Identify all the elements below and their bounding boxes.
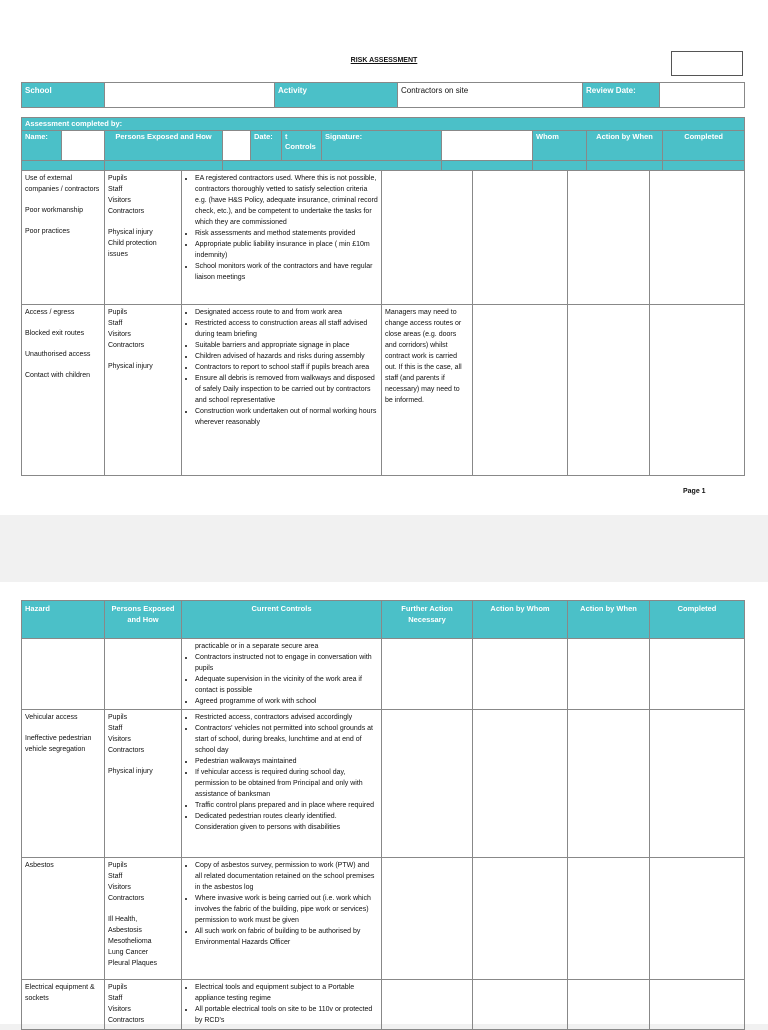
action-by-whom-cell[interactable]	[473, 305, 568, 476]
assessment-header-table	[21, 117, 745, 171]
control-item: • Children advised of hazards and risks during assembly	[195, 351, 378, 362]
column-header-further-action: Further Action Necessary	[382, 601, 473, 639]
controls-cell	[182, 305, 382, 476]
action-by-when-cell[interactable]	[568, 710, 650, 858]
person-item: Contractors	[108, 895, 145, 902]
control-item: • Risk assessments and method statements provided	[195, 228, 378, 239]
persons-cell	[105, 858, 182, 980]
hazard-text: Electrical equipment & sockets	[25, 984, 95, 1002]
persons-cell	[105, 305, 182, 476]
control-item: • Ensure all debris is removed from walkways and disposed of safely Daily inspection to be carried out by contractors and school representative	[195, 373, 378, 406]
person-item: Visitors	[108, 1006, 131, 1013]
hazard-cell	[22, 639, 105, 710]
page-number: Page 1	[683, 488, 706, 495]
further-action-cell[interactable]	[382, 858, 473, 980]
completed-cell[interactable]	[650, 171, 745, 305]
hazard-text: Asbestos	[25, 862, 54, 869]
harm-item: Asbestosis	[108, 927, 142, 934]
header-filler	[442, 161, 533, 171]
control-item: • Appropriate public liability insurance in place ( min £10m indemnity)	[195, 239, 378, 261]
signature-label: Signature:	[322, 131, 442, 161]
harm-item: Physical injury	[108, 229, 153, 236]
reference-box[interactable]	[671, 51, 743, 76]
controls-header-fragment: t Controls	[282, 131, 322, 161]
info-table	[21, 82, 745, 108]
control-item: • Adequate supervision in the vicinity of the work area if contact is possible	[195, 674, 378, 696]
school-label: School	[22, 83, 105, 108]
review-date-label: Review Date:	[583, 83, 660, 108]
table-row	[22, 858, 745, 980]
column-header-action-by-whom: Action by Whom	[473, 601, 568, 639]
hazard-text: Poor workmanship	[25, 207, 83, 214]
table-row	[22, 710, 745, 858]
completed-cell[interactable]	[650, 980, 745, 1030]
harm-item: Ill Health,	[108, 916, 138, 923]
action-by-whom-cell[interactable]	[473, 639, 568, 710]
header-filler	[587, 161, 663, 171]
completed-cell[interactable]	[650, 710, 745, 858]
action-by-whom-cell[interactable]	[473, 171, 568, 305]
hazard-table-page2	[21, 600, 745, 1030]
person-item: Staff	[108, 995, 123, 1002]
completed-cell[interactable]	[650, 858, 745, 980]
header-filler	[22, 161, 105, 171]
control-item: • Contractors instructed not to engage in conversation with pupils	[195, 652, 378, 674]
control-item: • Designated access route to and from work area	[195, 307, 378, 318]
hazard-text: Unauthorised access	[25, 351, 91, 358]
control-item: • EA registered contractors used. Where this is not possible, contractors thoroughly vetted to satisfy selection criteria e.g. (have H&S Policy, adequate insurance, criminal record check, etc.), and be competent to undertake the tasks for which they are commissioned	[195, 173, 378, 228]
control-item: • Dedicated pedestrian routes clearly identified. Consideration given to persons with disabilities	[195, 811, 378, 833]
harm-item: Lung Cancer	[108, 949, 149, 956]
persons-cell	[105, 171, 182, 305]
header-filler	[223, 161, 442, 171]
person-item: Pupils	[108, 862, 128, 869]
hazard-text: Use of external companies / contractors	[25, 175, 100, 193]
completed-header: Completed	[663, 131, 745, 161]
harm-item: Mesothelioma	[108, 938, 152, 945]
control-item: • Contractors to report to school staff if pupils breach area	[195, 362, 378, 373]
control-continuation: practicable or in a separate secure area	[195, 643, 319, 650]
person-item: Pupils	[108, 714, 128, 721]
completed-cell[interactable]	[650, 305, 745, 476]
further-action-cell[interactable]: Managers may need to change access routes or close areas (e.g. doors and corridors) whilst contract work is carried out. If this is the case, all staff (and parents if necessary) may need to be informed.	[382, 305, 473, 476]
hazard-text: Access / egress	[25, 309, 75, 316]
activity-label: Activity	[275, 83, 398, 108]
action-by-when-cell[interactable]	[568, 639, 650, 710]
person-item: Staff	[108, 320, 123, 327]
control-item: • Contractors' vehicles not permitted into school grounds at start of school, during breaks, lunchtime and at end of school day	[195, 723, 378, 756]
hazard-cell	[22, 171, 105, 305]
table-header-row	[22, 601, 745, 639]
harm-item: Physical injury	[108, 768, 153, 775]
control-item: • If vehicular access is required during school day, permission to be obtained from Principal and only with assistance of banksman	[195, 767, 378, 800]
completed-cell[interactable]	[650, 639, 745, 710]
school-field[interactable]	[105, 83, 275, 108]
further-action-cell[interactable]	[382, 980, 473, 1030]
control-item: • Electrical tools and equipment subject to a Portable appliance testing regime	[195, 982, 378, 1004]
person-item: Staff	[108, 873, 123, 880]
control-item: • Restricted access to construction areas all staff advised during team briefing	[195, 318, 378, 340]
further-action-cell[interactable]	[382, 171, 473, 305]
column-header-hazard: Hazard	[22, 601, 105, 639]
table-row	[22, 980, 745, 1030]
persons-cell	[105, 980, 182, 1030]
control-item: • School monitors work of the contractors and have regular liaison meetings	[195, 261, 378, 283]
hazard-cell	[22, 858, 105, 980]
persons-cell	[105, 639, 182, 710]
controls-cell	[182, 858, 382, 980]
header-filler	[105, 161, 223, 171]
control-item: • Pedestrian walkways maintained	[195, 756, 378, 767]
harm-item: Physical injury	[108, 363, 153, 370]
action-by-when-cell[interactable]	[568, 171, 650, 305]
further-action-cell[interactable]	[382, 710, 473, 858]
harm-item: Pleural Plaques	[108, 960, 158, 967]
control-item: • All portable electrical tools on site to be 110v or protected by RCD's	[195, 1004, 378, 1026]
person-item: Visitors	[108, 331, 131, 338]
person-item: Contractors	[108, 1017, 145, 1024]
column-header-persons: Persons Exposed and How	[105, 601, 182, 639]
hazard-text: Contact with children	[25, 372, 90, 379]
person-item: Visitors	[108, 736, 131, 743]
hazard-text: Blocked exit routes	[25, 330, 85, 337]
person-item: Visitors	[108, 884, 131, 891]
action-by-whom-cell[interactable]	[473, 980, 568, 1030]
hazard-text: Vehicular access	[25, 714, 78, 721]
hazard-text: Ineffective pedestrian vehicle segregation	[25, 735, 92, 753]
header-filler	[533, 161, 587, 171]
control-item: • Construction work undertaken out of normal working hours wherever reasonably	[195, 406, 378, 428]
controls-cell	[182, 980, 382, 1030]
controls-cell	[182, 171, 382, 305]
hazard-cell	[22, 980, 105, 1030]
person-item: Pupils	[108, 175, 128, 182]
table-row	[22, 639, 745, 710]
name-field[interactable]	[62, 131, 105, 161]
document-title: RISK ASSESSMENT	[350, 57, 418, 64]
hazard-cell	[22, 305, 105, 476]
blank-cell[interactable]	[223, 131, 251, 161]
action-by-when-cell[interactable]	[568, 980, 650, 1030]
hazard-cell	[22, 710, 105, 858]
assessment-completed-by: Assessment completed by:	[22, 118, 745, 131]
person-item: Visitors	[108, 197, 131, 204]
control-item: • Suitable barriers and appropriate signage in place	[195, 340, 378, 351]
review-date-field[interactable]	[660, 83, 745, 108]
action-by-whom-cell[interactable]	[473, 710, 568, 858]
person-item: Pupils	[108, 984, 128, 991]
control-item: • Where invasive work is being carried out (i.e. work which involves the fabric of the building, pipe work or services) permission to work must be given	[195, 893, 378, 926]
column-header-controls: Current Controls	[182, 601, 382, 639]
table-row	[22, 171, 745, 305]
hazard-text: Poor practices	[25, 228, 70, 235]
name-label: Name:	[22, 131, 62, 161]
header-filler	[663, 161, 745, 171]
person-item: Contractors	[108, 747, 145, 754]
controls-cell	[182, 710, 382, 858]
persons-exposed-header: Persons Exposed and How	[105, 131, 223, 161]
person-item: Contractors	[108, 208, 145, 215]
hazard-table-page1	[21, 170, 745, 476]
column-header-action-by-when: Action by When	[568, 601, 650, 639]
column-header-completed: Completed	[650, 601, 745, 639]
person-item: Staff	[108, 186, 123, 193]
table-row	[22, 305, 745, 476]
person-item: Pupils	[108, 309, 128, 316]
control-item: • Traffic control plans prepared and in place where required	[195, 800, 378, 811]
date-label: Date:	[251, 131, 282, 161]
further-action-cell[interactable]	[382, 639, 473, 710]
page-2	[0, 582, 768, 1024]
whom-header: Whom	[533, 131, 587, 161]
control-item: • All such work on fabric of building to be authorised by Environmental Hazards Officer	[195, 926, 378, 948]
harm-item: Child protection issues	[108, 240, 157, 258]
signature-field[interactable]	[442, 131, 533, 161]
action-by-when-header: Action by When	[587, 131, 663, 161]
activity-field[interactable]: Contractors on site	[398, 83, 583, 108]
action-by-whom-cell[interactable]	[473, 858, 568, 980]
person-item: Staff	[108, 725, 123, 732]
persons-cell	[105, 710, 182, 858]
controls-cell	[182, 639, 382, 710]
control-item: • Copy of asbestos survey, permission to work (PTW) and all related documentation retained on the school premises in the asbestos log	[195, 860, 378, 893]
action-by-when-cell[interactable]	[568, 858, 650, 980]
action-by-when-cell[interactable]	[568, 305, 650, 476]
control-item: • Restricted access, contractors advised accordingly	[195, 712, 378, 723]
control-item: • Agreed programme of work with school	[195, 696, 378, 707]
person-item: Contractors	[108, 342, 145, 349]
